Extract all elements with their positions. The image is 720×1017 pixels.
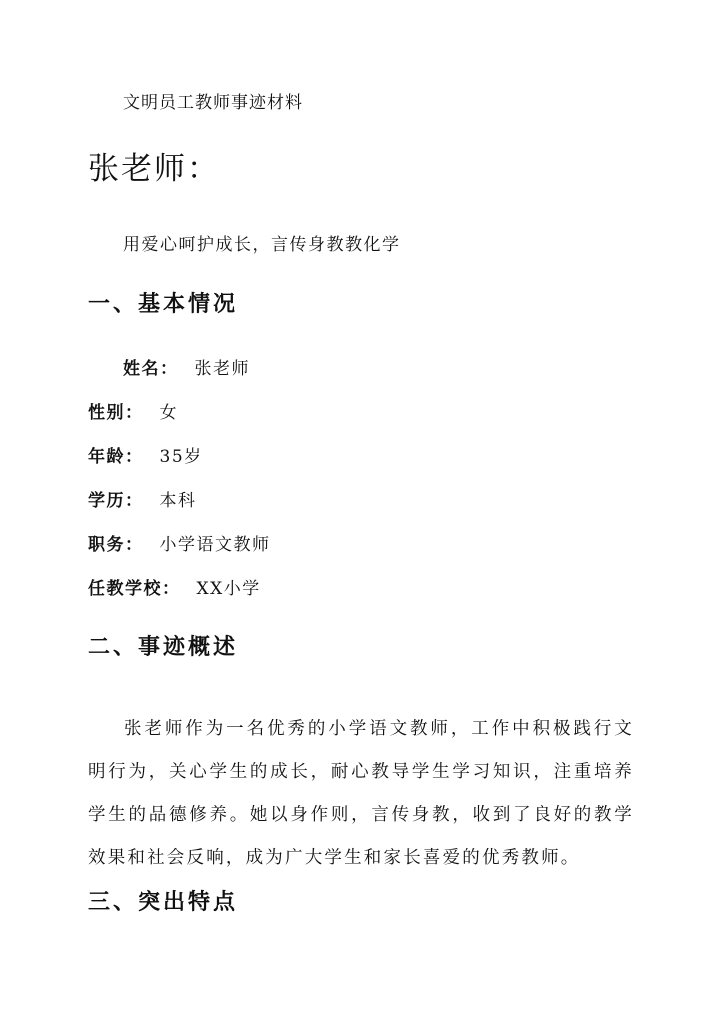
info-label: 性别： bbox=[88, 403, 144, 423]
info-row-name bbox=[123, 354, 250, 379]
summary-paragraph: 张老师作为一名优秀的小学语文教师，工作中积极践行文明行为，关心学生的成长，耐心教导学生学习知识，注重培养学生的品德修养。她以身作则，言传身教，收到了良好的教学效果和社会反响，成为广大学生和家长喜爱的优秀教师。 bbox=[88, 718, 634, 868]
info-value: 本科 bbox=[159, 491, 197, 511]
info-value: 张老师 bbox=[194, 359, 250, 379]
info-row-gender bbox=[88, 398, 178, 423]
info-label: 学历： bbox=[88, 491, 144, 511]
info-value: XX小学 bbox=[196, 579, 261, 599]
motto-line: 用爱心呵护成长，言传身教教化学 bbox=[123, 235, 401, 255]
section-heading-highlights: 三、突出特点 bbox=[88, 889, 239, 915]
info-row-school bbox=[88, 574, 261, 599]
info-row-age bbox=[88, 442, 203, 467]
section-heading-summary: 二、事迹概述 bbox=[88, 634, 239, 660]
info-label: 职务： bbox=[88, 535, 144, 555]
info-row-education bbox=[88, 486, 197, 511]
section-heading-basic-info: 一、基本情况 bbox=[88, 291, 239, 317]
info-row-position bbox=[88, 530, 271, 555]
info-value: 小学语文教师 bbox=[159, 535, 271, 555]
info-label: 任教学校： bbox=[88, 579, 181, 599]
teacher-heading: 张老师： bbox=[88, 151, 220, 187]
info-label: 姓名： bbox=[123, 359, 179, 379]
info-value: 女 bbox=[159, 403, 178, 423]
info-label: 年龄： bbox=[88, 447, 144, 467]
document-title: 文明员工教师事迹材料 bbox=[123, 93, 303, 113]
info-value: 35岁 bbox=[159, 447, 203, 467]
